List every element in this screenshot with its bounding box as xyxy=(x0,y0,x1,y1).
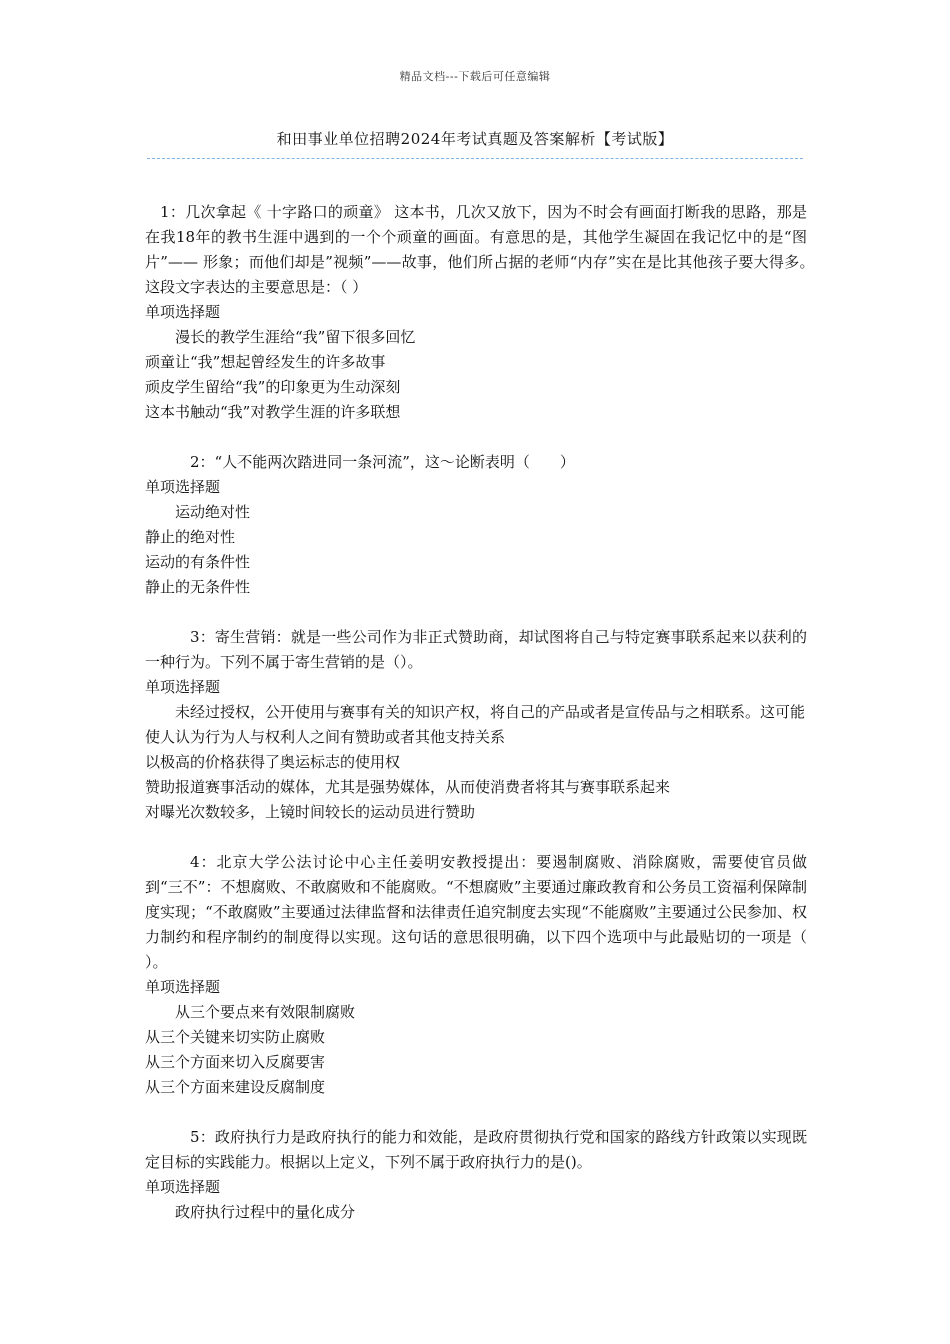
question-number: 3： xyxy=(190,628,215,646)
option-d[interactable]: 静止的无条件性 xyxy=(145,578,251,596)
option-c[interactable]: 顽皮学生留给“我”的印象更为生动深刻 xyxy=(145,378,401,396)
option-a[interactable]: 政府执行过程中的量化成分 xyxy=(175,1203,356,1221)
question-3-text xyxy=(145,625,807,675)
question-type: 单项选择题 xyxy=(145,478,221,496)
question-stem: “人不能两次踏进同一条河流”，这～论断表明（ ） xyxy=(214,453,575,471)
option-c[interactable]: 从三个方面来切入反腐要害 xyxy=(145,1053,326,1071)
question-stem: 寄生营销：就是一些公司作为非正式赞助商，却试图将自己与特定赛事联系起来以获利的一种行为。下列不属于寄生营销的是（）。 xyxy=(145,628,807,671)
question-number: 4： xyxy=(190,853,217,871)
question-number: 1： xyxy=(160,203,186,221)
question-stem: 政府执行力是政府执行的能力和效能，是政府贯彻执行党和国家的路线方针政策以实现既定目标的实践能力。根据以上定义，下列不属于政府执行力的是()。 xyxy=(145,1128,807,1171)
question-list xyxy=(145,200,838,1250)
option-a[interactable]: 运动绝对性 xyxy=(175,503,251,521)
question-4 xyxy=(145,850,807,1100)
option-b[interactable]: 静止的绝对性 xyxy=(145,528,236,546)
question-3 xyxy=(145,625,807,825)
question-1-text xyxy=(145,200,838,300)
question-number: 5： xyxy=(190,1128,215,1146)
option-b[interactable]: 从三个关键来切实防止腐败 xyxy=(145,1028,326,1046)
question-1 xyxy=(145,200,838,425)
question-stem: 北京大学公法讨论中心主任姜明安教授提出：要遏制腐败、消除腐败，需要使官员做到“三不”：不想腐败、不敢腐败和不能腐败。“不想腐败”主要通过廉政教育和公务员工资福利保障制度实现；“不敢腐败”主要通过法律监督和法律责任追究制度去实现“不能腐败”主要通过公民参加、权力制约和程序制约的制度得以实现。这句话的意思很明确，以下四个选项中与此最贴切的一项是（ ）。 xyxy=(145,853,807,971)
page-title: 和田事业单位招聘2024年考试真题及答案解析【考试版】 xyxy=(276,130,674,148)
question-number: 2： xyxy=(190,453,215,471)
question-type: 单项选择题 xyxy=(145,678,221,696)
question-5-text xyxy=(145,1125,807,1175)
option-c[interactable]: 运动的有条件性 xyxy=(145,553,251,571)
question-type: 单项选择题 xyxy=(145,978,221,996)
option-d[interactable]: 这本书触动“我”对教学生涯的许多联想 xyxy=(145,403,401,421)
question-2-text xyxy=(145,450,807,475)
question-2 xyxy=(145,450,807,600)
option-a[interactable]: 从三个要点来有效限制腐败 xyxy=(175,1003,356,1021)
title-divider xyxy=(147,158,803,159)
question-type: 单项选择题 xyxy=(145,1178,221,1196)
option-d[interactable]: 从三个方面来建设反腐制度 xyxy=(145,1078,326,1096)
question-4-text xyxy=(145,850,807,975)
option-a[interactable]: 未经过授权，公开使用与赛事有关的知识产权，将自己的产品或者是宣传品与之相联系。这可能使人认为行为人与权利人之间有赞助或者其他支持关系 xyxy=(145,703,806,746)
header-note: 精品文档---下载后可任意编辑 xyxy=(399,70,551,83)
option-b[interactable]: 以极高的价格获得了奥运标志的使用权 xyxy=(145,753,401,771)
option-d[interactable]: 对曝光次数较多，上镜时间较长的运动员进行赞助 xyxy=(145,803,476,821)
option-c[interactable]: 赞助报道赛事活动的媒体，尤其是强势媒体，从而使消费者将其与赛事联系起来 xyxy=(145,778,671,796)
option-a[interactable]: 漫长的教学生涯给“我”留下很多回忆 xyxy=(175,328,416,346)
question-stem: 几次拿起《 十字路口的顽童》 这本书，几次又放下，因为不时会有画面打断我的思路，那是在我18年的教书生涯中遇到的一个个顽童的画面。有意思的是，其他学生凝固在我记忆中的是“图片”—— 形象；而他们却是”视频”——故事，他们所占据的老师“内存”实在是比其他孩子要大得多。 这段文字表达的主要意思是：（ ） xyxy=(145,203,838,296)
question-5 xyxy=(145,1125,807,1225)
question-type: 单项选择题 xyxy=(145,303,221,321)
option-b[interactable]: 顽童让“我”想起曾经发生的许多故事 xyxy=(145,353,386,371)
